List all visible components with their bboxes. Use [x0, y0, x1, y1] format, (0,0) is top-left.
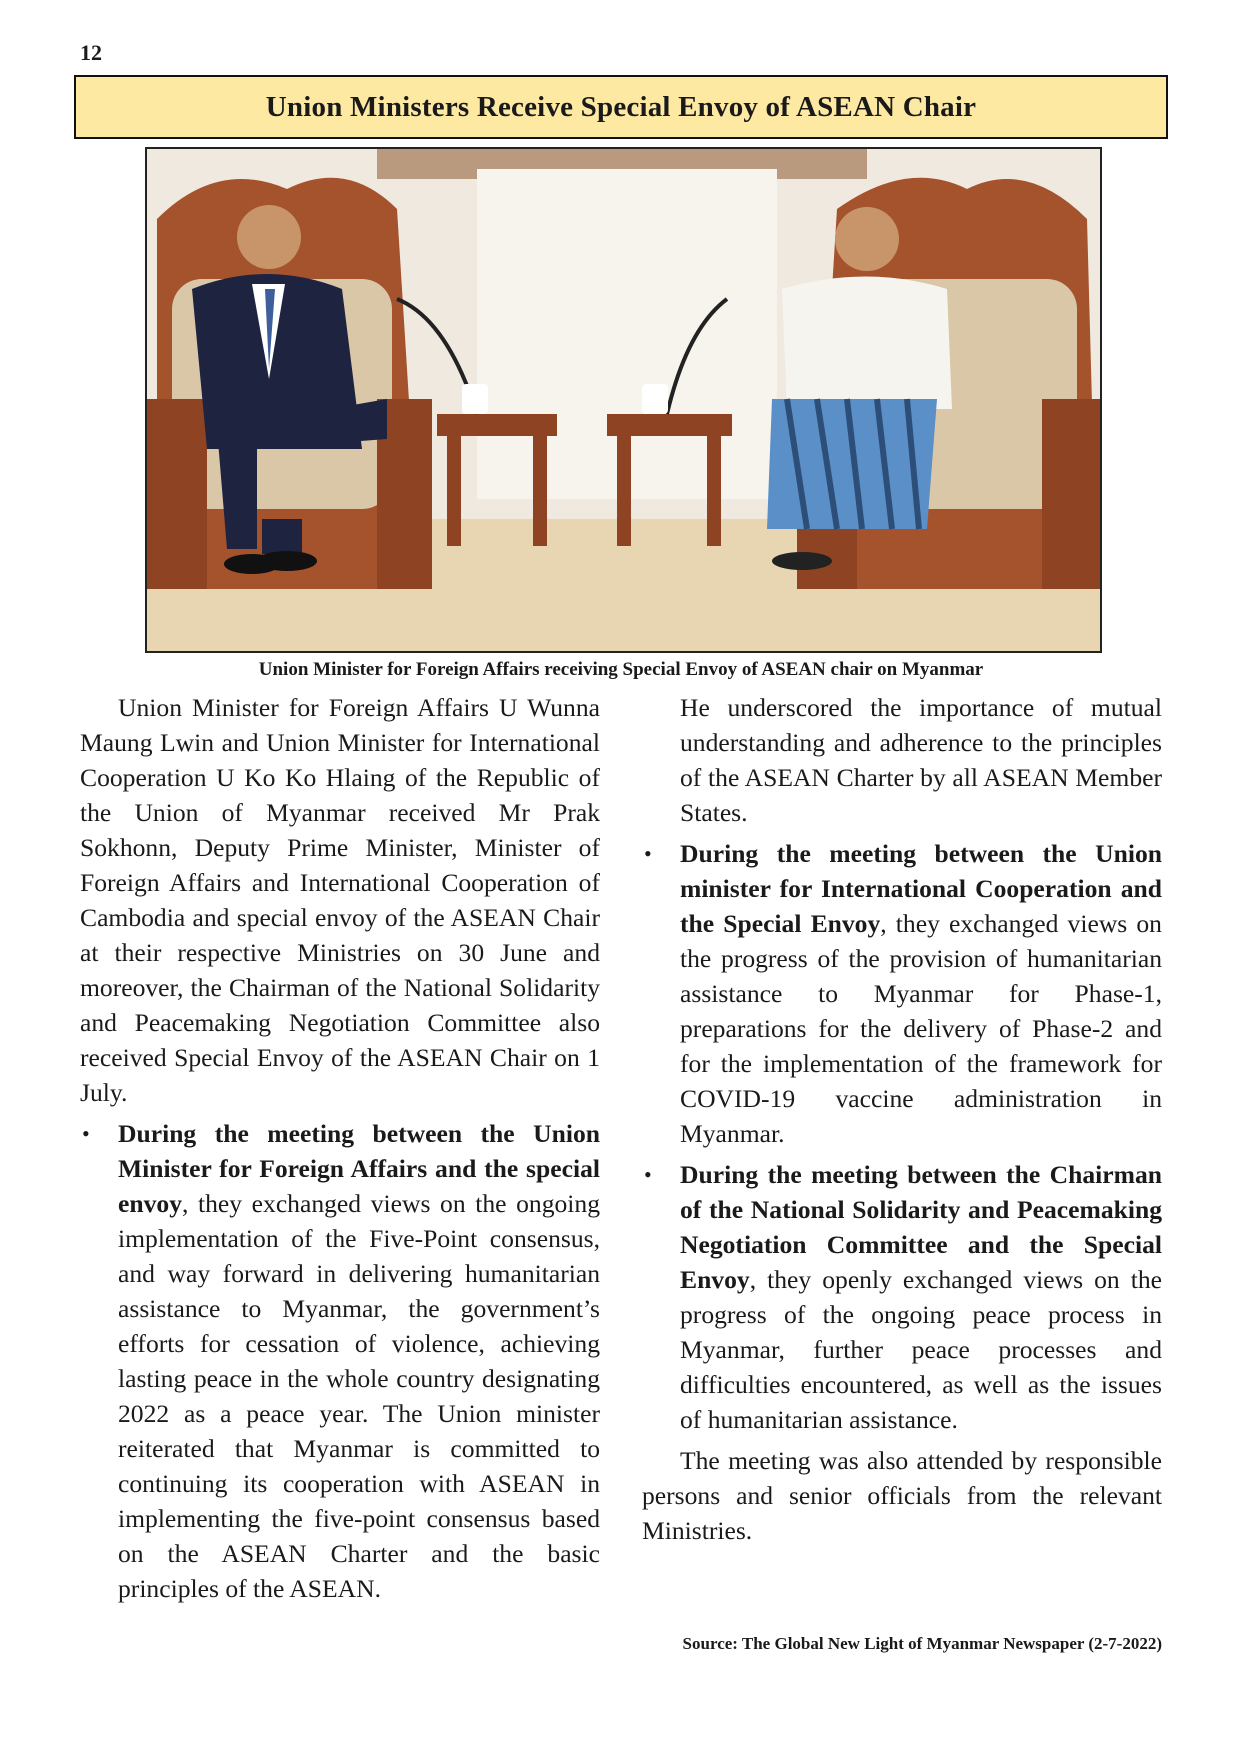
- source-citation: Source: The Global New Light of Myanmar Newspaper (2-7-2022): [682, 1634, 1162, 1653]
- bullet-international-cooperation: [642, 836, 1162, 1151]
- article-title: Union Ministers Receive Special Envoy of ASEAN Chair: [265, 90, 977, 123]
- left-column: [80, 690, 600, 1606]
- meeting-photo: [145, 147, 1102, 653]
- intro-paragraph: Union Minister for Foreign Affairs U Wunna Maung Lwin and Union Minister for International Cooperation U Ko Ko Hlaing of the Republic of the Union of Myanmar received Mr Prak Sokhonn, Deputy Prime Minister, Minister of Foreign Affairs and International Cooperation of Cambodia and special envoy of the ASEAN Chair at their respective Ministries on 30 June and moreover, the Chairman of the National Solidarity and Peacemaking Negotiation Committee also received Special Envoy of the ASEAN Chair on 1 July.: [80, 693, 600, 1107]
- bullet-icon: •: [82, 1121, 90, 1146]
- bullet-heading: During the meeting between the Union minister for International Cooperation and the Special Envoy: [680, 839, 1162, 938]
- bullet-peace-committee: [642, 1157, 1162, 1437]
- right-column: [642, 690, 1162, 1548]
- closing-paragraph: The meeting was also attended by responsible persons and senior officials from the relevant Ministries.: [642, 1446, 1162, 1545]
- bullet-heading: During the meeting between the Union Minister for Foreign Affairs and the special envoy: [118, 1119, 600, 1218]
- continuation-paragraph: He underscored the importance of mutual understanding and adherence to the principles of the ASEAN Charter by all ASEAN Member States.: [680, 693, 1162, 827]
- bullet-body: , they exchanged views on the ongoing implementation of the Five-Point consensus, and way forward in delivering humanitarian assistance to Myanmar, the government’s efforts for cessation of violence, achieving lasting peace in the whole country designating 2022 as a peace year. The Union minister reiterated that Myanmar is committed to continuing its cooperation with ASEAN in implementing the five-point consensus based on the ASEAN Charter and the basic principles of the ASEAN.: [118, 1189, 600, 1603]
- bullet-icon: •: [644, 841, 652, 866]
- bullet-icon: •: [644, 1162, 652, 1187]
- photo-meeting-image: [147, 149, 1100, 651]
- bullet-heading: During the meeting between the Chairman of the National Solidarity and Peacemaking Negotiation Committee and the Special Envoy: [680, 1160, 1162, 1294]
- article-title-banner: [74, 75, 1168, 139]
- page-number: 12: [80, 40, 102, 65]
- bullet-foreign-affairs: [80, 1116, 600, 1606]
- bullet-body: , they openly exchanged views on the progress of the ongoing peace process in Myanmar, further peace processes and difficulties encountered, as well as the issues of humanitarian assistance.: [680, 1265, 1162, 1434]
- bullet-body: , they exchanged views on the progress of the provision of humanitarian assistance to Myanmar for Phase-1, preparations for the delivery of Phase-2 and for the implementation of the framework for COVID-19 vaccine administration in Myanmar.: [680, 909, 1162, 1148]
- photo-caption: Union Minister for Foreign Affairs receiving Special Envoy of ASEAN chair on Myanmar: [258, 659, 984, 680]
